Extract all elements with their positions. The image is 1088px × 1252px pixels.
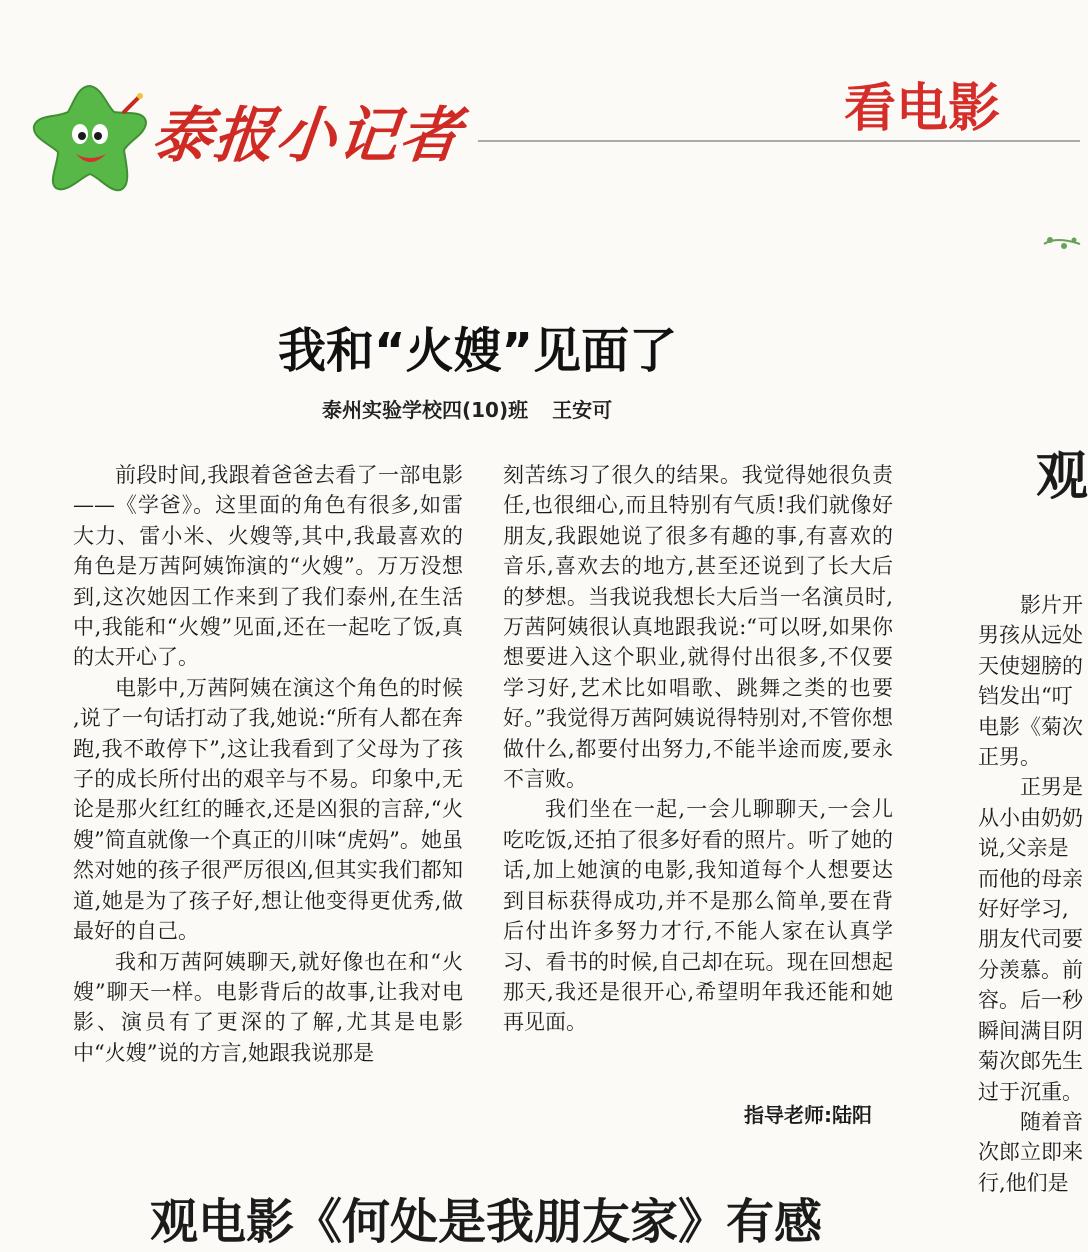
- next-article-title: 观电影《何处是我朋友家》有感: [150, 1194, 823, 1250]
- text-line: 电影《菊次: [978, 714, 1083, 739]
- text-line: 次郎立即来: [978, 1140, 1083, 1165]
- text-line: 铛发出“叮: [978, 684, 1073, 709]
- text-line: 从小由奶奶: [978, 805, 1083, 830]
- text-line: 男孩从远处: [978, 623, 1083, 648]
- text-line: 说,父亲是: [978, 836, 1069, 861]
- text-line: 瞬间满目阴: [978, 1018, 1083, 1043]
- text-line: 行,他们是: [978, 1170, 1069, 1195]
- masthead-brand: 泰报小记者: [148, 101, 466, 171]
- text-line: 朋友代司要: [978, 927, 1083, 952]
- sprig-icon: [1042, 230, 1082, 254]
- adjacent-article-column: [978, 590, 1083, 1198]
- text-line: 好好学习,: [978, 897, 1069, 922]
- text-line: 菊次郎先生: [978, 1049, 1083, 1074]
- text-line: 分羡慕。前: [978, 957, 1083, 982]
- text-line: 天使翅膀的: [978, 653, 1083, 678]
- text-line: 正男是: [1020, 775, 1083, 800]
- article-column-2: [503, 460, 893, 1038]
- text-line: 影片开: [1020, 593, 1083, 617]
- mascot-logo: [28, 78, 152, 202]
- text-line: 而他的母亲: [978, 866, 1083, 891]
- paragraph: 我和万茜阿姨聊天,就好像也在和“火嫂”聊天一样。电影背后的故事,让我对电影、演员有了更深的了解,尤其是电影中“火嫂”说的方言,她跟我说那是: [73, 949, 463, 1065]
- paragraph: 我们坐在一起,一会儿聊聊天,一会儿吃吃饭,还拍了很多好看的照片。听了她的话,加上她演的电影,我知道每个人想要达到目标获得成功,并不是那么简单,要在背后付出许多努力才行,不能人家在认真学习、看书的时候,自己却在玩。现在回想起那天,我还是很开心,希望明年我还能和她再见面。: [503, 797, 893, 1035]
- teacher-credit: 指导老师:陆阳: [744, 1103, 872, 1127]
- article-column-1: [73, 460, 463, 1068]
- paragraph: 电影中,万茜阿姨在演这个角色的时候 ,说了一句话打动了我,她说:“所有人都在奔跑,我不敢停下”,这让我看到了父母为了孩子的成长所付出的艰辛与不易。印象中,无论是那火红红的睡衣,还是凶狠的言辞,“火嫂”简直就像一个真正的川味“虎妈”。她虽然对她的孩子很严厉很凶,但其实我们都知道,她是为了孩子好,想让他变得更优秀,做最好的自己。: [73, 675, 463, 944]
- article-title: 我和“火嫂”见面了: [278, 323, 678, 379]
- section-title: 看电影: [844, 79, 1001, 139]
- text-line: 过于沉重。: [978, 1079, 1083, 1104]
- text-line: 容。后一秒: [978, 988, 1083, 1013]
- text-line: 正男。: [978, 745, 1041, 770]
- paragraph-continued: 刻苦练习了很久的结果。我觉得她很负责任,也很细心,而且特别有气质!我们就像好朋友,我跟她说了很多有趣的事,有喜欢的音乐,喜欢去的地方,甚至还说到了长大后的梦想。当我说我想长大后当一名演员时,万茜阿姨很认真地跟我说:“可以呀,如果你想要进入这个职业,就得付出很多,不仅要学习好,艺术比如唱歌、跳舞之类的也要好。”我觉得万茜阿姨说得特别对,不管你想做什么,都要付出努力,不能半途而废,要永不言败。: [503, 463, 893, 792]
- byline-author: 王安可: [552, 398, 613, 422]
- byline-school: 泰州实验学校四(10)班: [322, 398, 529, 422]
- adjacent-article-title: 观: [1036, 447, 1088, 507]
- text-line: 随着音: [1020, 1109, 1083, 1134]
- paragraph: 前段时间,我跟着爸爸去看了一部电影——《学爸》。这里面的角色有很多,如雷大力、雷小米、火嫂等,其中,我最喜欢的角色是万茜阿姨饰演的“火嫂”。万万没想到,这次她因工作来到了我们泰州,在生活中,我能和“火嫂”见面,还在一起吃了饭,真的太开心了。: [73, 463, 463, 670]
- byline: [322, 395, 612, 425]
